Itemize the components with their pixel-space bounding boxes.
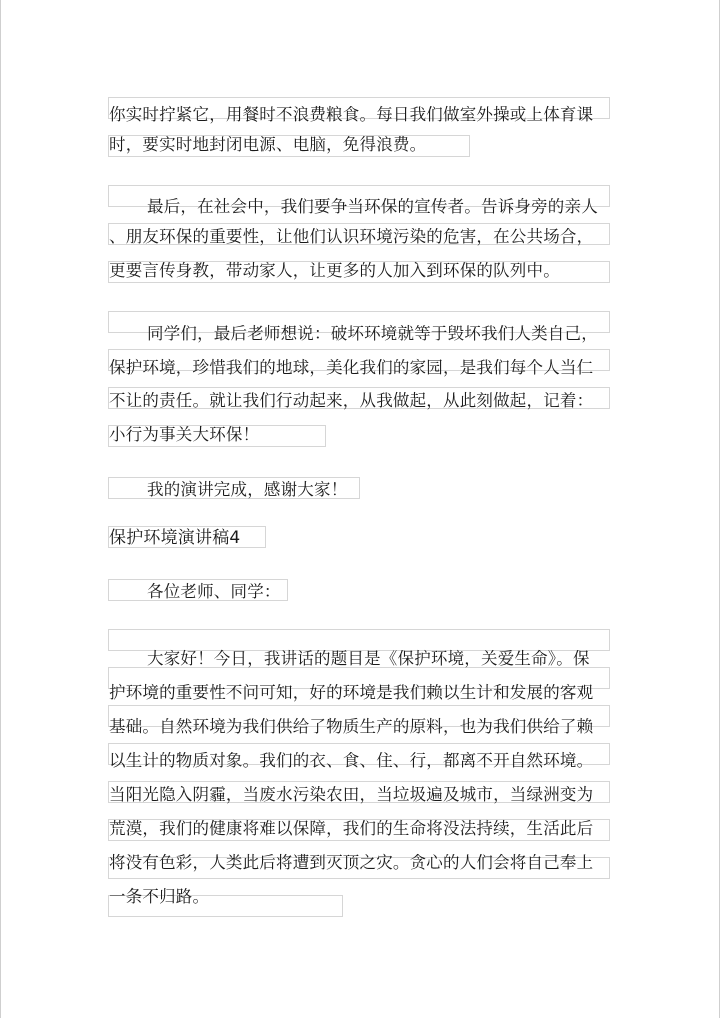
page-edge-left bbox=[0, 0, 1, 1018]
section-heading bbox=[109, 526, 240, 550]
text-line: 时，要实时地封闭电源、电脑，免得浪费。 bbox=[109, 135, 427, 154]
text-line: 、朋友环保的重要性，让他们认识环境污染的危害，在公共场合， bbox=[109, 227, 594, 246]
text-line: 保护环境，珍惜我们的地球，美化我们的家园，是我们每个人当仁 bbox=[109, 358, 594, 377]
heading-title: 保护环境演讲稿 bbox=[109, 528, 230, 548]
text-line: 同学们，最后老师想说：破坏环境就等于毁坏我们人类自己， bbox=[147, 324, 598, 343]
salutation: 各位老师、同学： bbox=[147, 582, 281, 601]
text-line: 最后，在社会中，我们要争当环保的宣传者。告诉身旁的亲人 bbox=[147, 197, 598, 216]
text-line: 我的演讲完成，感谢大家！ bbox=[147, 480, 348, 499]
text-line: 更要言传身教，带动家人，让更多的人加入到环保的队列中。 bbox=[109, 261, 560, 280]
text-line: 你实时拧紧它，用餐时不浪费粮食。每日我们做室外操或上体育课 bbox=[109, 105, 594, 124]
text-line: 当阳光隐入阴霾，当废水污染农田，当垃圾遍及城市，当绿洲变为 bbox=[109, 785, 594, 804]
heading-number: 4 bbox=[229, 528, 241, 548]
text-line: 不让的责任。就让我们行动起来，从我做起，从此刻做起，记着： bbox=[109, 391, 594, 410]
text-line: 基础。自然环境为我们供给了物质生产的原料，也为我们供给了赖 bbox=[109, 717, 594, 736]
text-line: 荒漠，我们的健康将难以保障，我们的生命将没法持续，生活此后 bbox=[109, 819, 594, 838]
text-line: 以生计的物质对象。我们的衣、食、住、行，都离不开自然环境。 bbox=[109, 751, 594, 770]
text-line: 将没有色彩，人类此后将遭到灭顶之灾。贪心的人们会将自己奉上 bbox=[109, 853, 594, 872]
text-line: 护环境的重要性不问可知，好的环境是我们赖以生计和发展的客观 bbox=[109, 683, 594, 702]
text-line: 一条不归路。 bbox=[109, 887, 210, 906]
text-line: 大家好！今日，我讲话的题目是《保护环境，关爱生命》。保 bbox=[147, 649, 590, 668]
text-line: 小行为事关大环保！ bbox=[109, 425, 260, 444]
